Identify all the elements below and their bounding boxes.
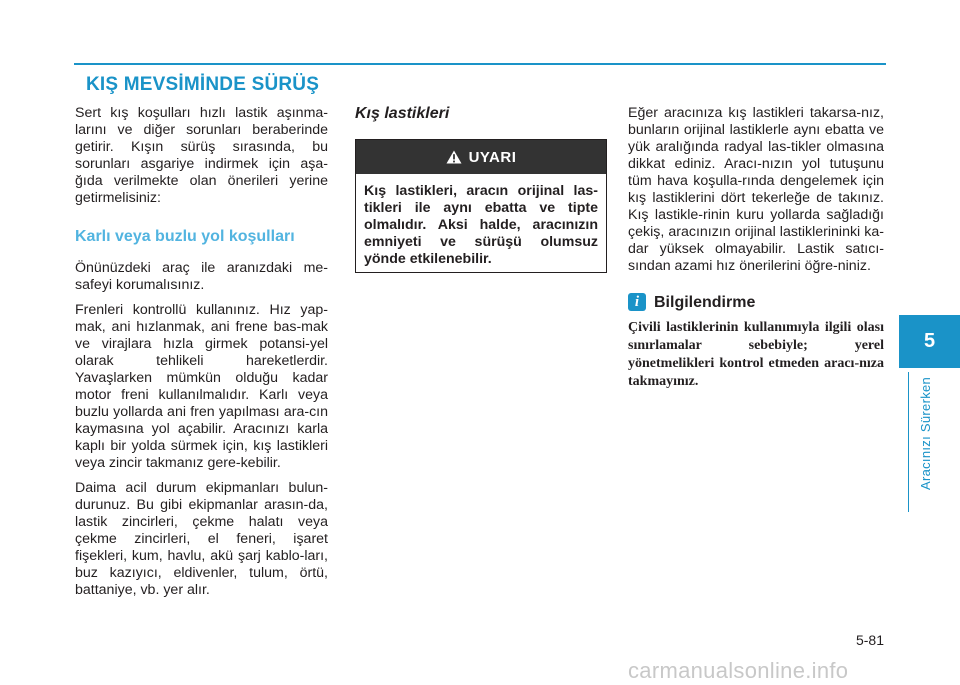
warning-label: UYARI xyxy=(468,148,517,166)
chapter-rule xyxy=(908,372,909,512)
info-icon: i xyxy=(628,293,646,311)
page-number: 5-81 xyxy=(855,632,884,648)
section-title: KIŞ MEVSİMİNDE SÜRÜŞ xyxy=(86,74,320,95)
watermark: carmanualsonline.info xyxy=(628,658,849,683)
paragraph: Frenleri kontrollü kullanınız. Hız yap-mak, ani hızlanmak, ani frene bas-mak ve virajlara hızla girmek potansi-yel olarak tehlikeli hareketlerdir. Yavaşlarken mümkün olduğu kadar motor freni kullanılmalıdır. Karlı veya buzlu yollarda ani fren yapılması ara-cın kaymasına yol açabilir. Aracınızı karla kaplı bir yolda sürmek için, kış lastikleri veya zincir takmanız gere-kebilir. xyxy=(75,302,328,471)
column-left xyxy=(75,105,328,599)
warning-header xyxy=(356,140,606,174)
info-heading-label: Bilgilendirme xyxy=(654,293,756,311)
winter-tires-heading: Kış lastikleri xyxy=(355,105,450,122)
warning-triangle-icon xyxy=(446,150,462,164)
column-middle xyxy=(355,105,608,273)
chapter-title: Aracınızı Sürerken xyxy=(918,376,933,490)
snowy-icy-roads-subheading: Karlı veya buzlu yol koşulları xyxy=(75,228,295,245)
paragraph: Daima acil durum ekipmanları bulun-durunuz. Bu gibi ekipmanlar arasın-da, lastik zincirleri, çekme halatı veya çekme zincirleri, el feneri, işaret fişekleri, kum, havlu, akü şarj kablo-ları, buz kazıyıcı, eldivenler, tulum, örtü, battaniye, vb. yer alır. xyxy=(75,480,328,598)
column-right xyxy=(628,105,884,391)
header-rule xyxy=(74,63,886,65)
winter-tires-paragraph: Eğer aracınıza kış lastikleri takarsa-nız, bunların orijinal lastiklerle aynı ebatta ve yük aralığında radyal las-tikler olmasına dikkat ediniz. Aracı-nızın yol tutuşunu tüm hava koşulla-rında dengelemek için kış lastiklerini dört tekerleğe de takınız. Kış lastikle-rinin kuru yollarda sağladığı çekiş, aracınızın orijinal lastiklerininki ka-dar yüksek olmayabilir. Lastik satıcı-sından azami hız önerilerini öğre-niniz. xyxy=(628,105,884,274)
warning-text: Kış lastikleri, aracın orijinal las-tikleri ile aynı ebatta ve tipte olmalıdır. Aksi halde, aracınızın emniyeti ve sürüşü olumsuz yönde etkilenebilir. xyxy=(364,183,598,267)
info-text: Çivili lastiklerinin kullanımıyla ilgili olası sınırlamalar sebebiyle; yerel yönetmelikleri kontrol etmeden aracı-nıza takmayınız. xyxy=(628,320,884,389)
info-heading xyxy=(628,293,884,311)
intro-paragraph: Sert kış koşulları hızlı lastik aşınma-larını ve diğer sorunları beraberinde getirir. Kışın sürüş sırasında, bu sorunları asgariye indirmek için aşa-ğıda verilmekte olan önerileri yerine getirmelisiniz: xyxy=(75,105,328,206)
chapter-tab[interactable]: 5 xyxy=(899,315,960,368)
paragraph: Önünüzdeki araç ile aranızdaki me-safeyi korumalısınız. xyxy=(75,260,328,293)
warning-box xyxy=(355,139,607,273)
